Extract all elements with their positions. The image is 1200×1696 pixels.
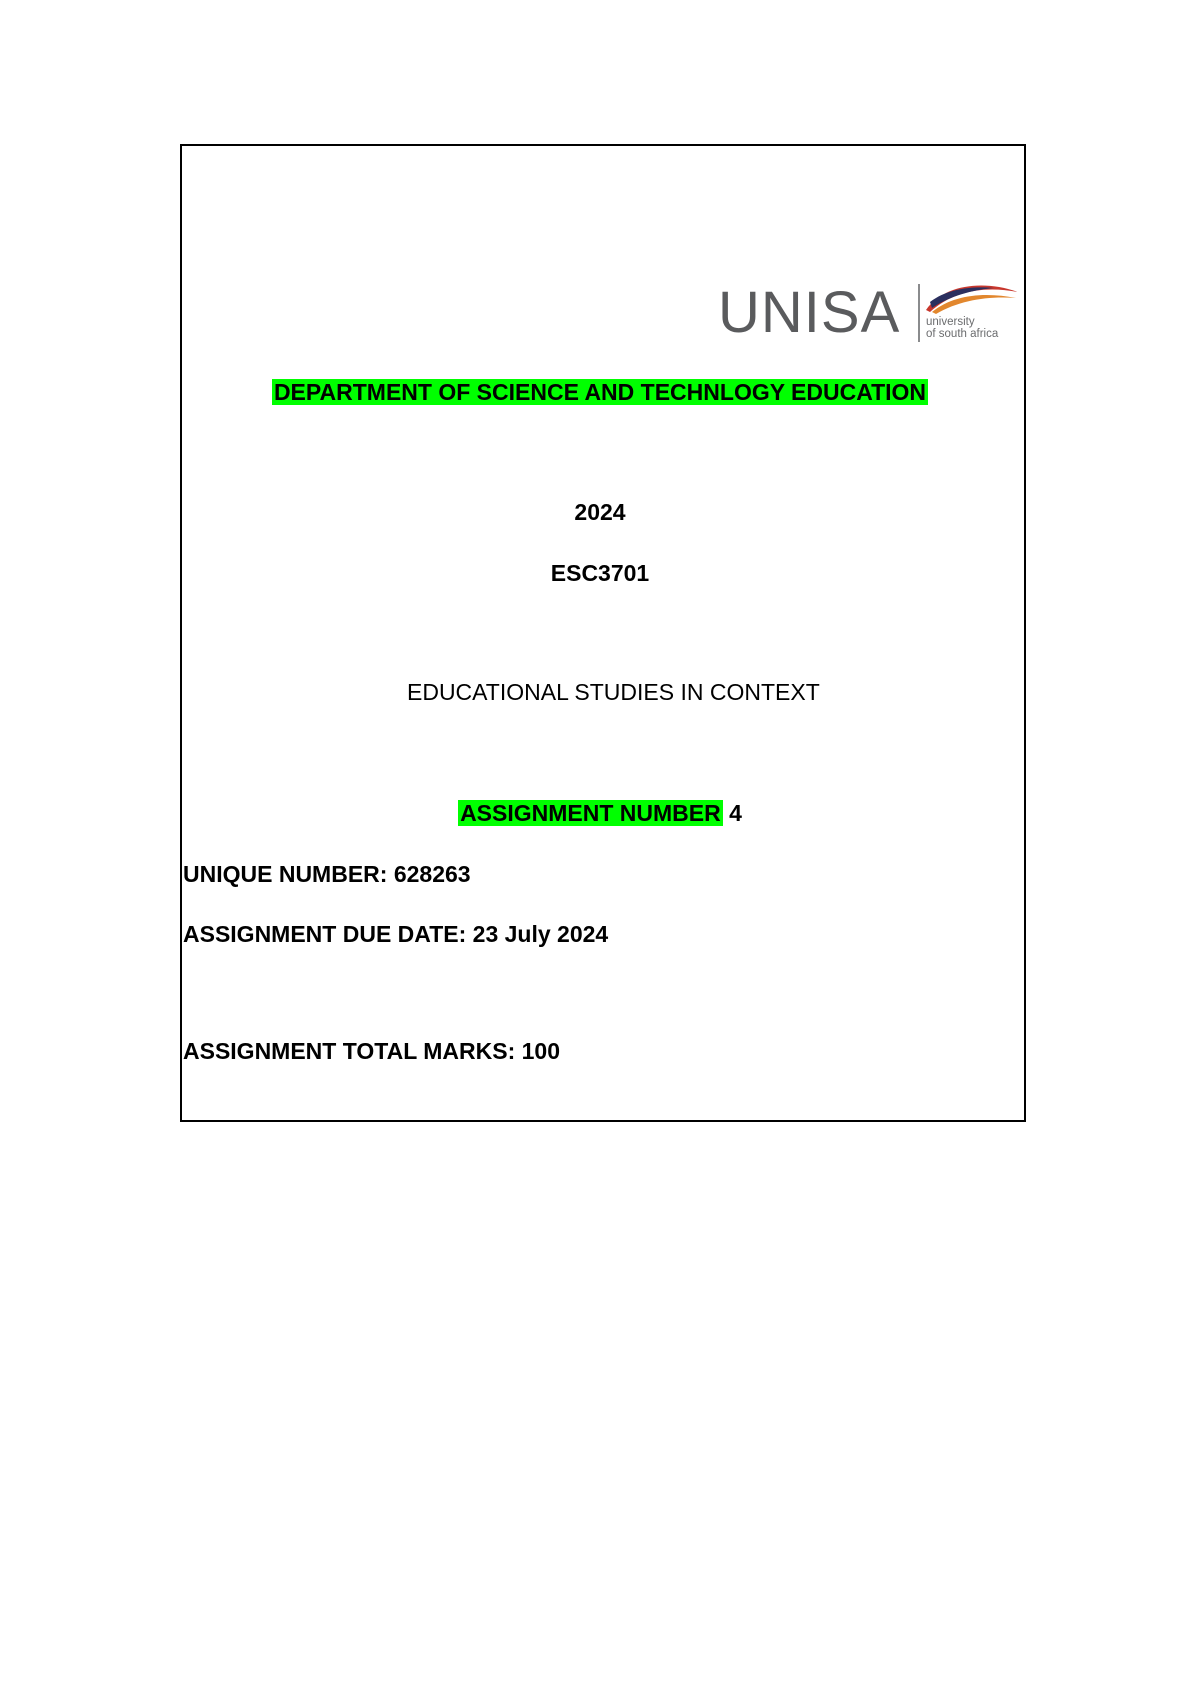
assignment-number-value: 4 [729,800,742,826]
year: 2024 [574,499,626,525]
logo-tagline [926,316,998,340]
logo-swoosh-icon [924,280,1020,314]
due-date-value: 23 July 2024 [472,921,609,947]
total-marks-line: ASSIGNMENT TOTAL MARKS: 100 [183,1038,560,1064]
logo-wordmark: UNISA [718,280,901,345]
unique-number-line: UNIQUE NUMBER: 628263 [183,861,471,887]
unisa-logo [718,278,1018,348]
logo-tagline-line2: of south africa [926,328,999,340]
department-heading [0,378,1200,406]
assignment-number-line [0,799,1200,827]
department-text: DEPARTMENT OF SCIENCE AND TECHNLOGY EDUCATION [273,379,927,405]
assignment-number-label: ASSIGNMENT NUMBER [460,800,721,826]
due-date-label: ASSIGNMENT DUE DATE [183,921,459,947]
logo-tagline-line1: university [926,316,975,328]
due-date-line: ASSIGNMENT DUE DATE: 23 July 2024 [183,921,609,947]
module-title: EDUCATIONAL STUDIES IN CONTEXT [407,679,820,705]
unique-number-value: 628263 [393,861,471,887]
unique-number-label: UNIQUE NUMBER [183,861,380,887]
logo-divider [918,284,920,342]
total-marks-value: 100 [521,1038,560,1064]
module-code: ESC3701 [550,560,650,586]
total-marks-label: ASSIGNMENT TOTAL MARKS [183,1038,508,1064]
